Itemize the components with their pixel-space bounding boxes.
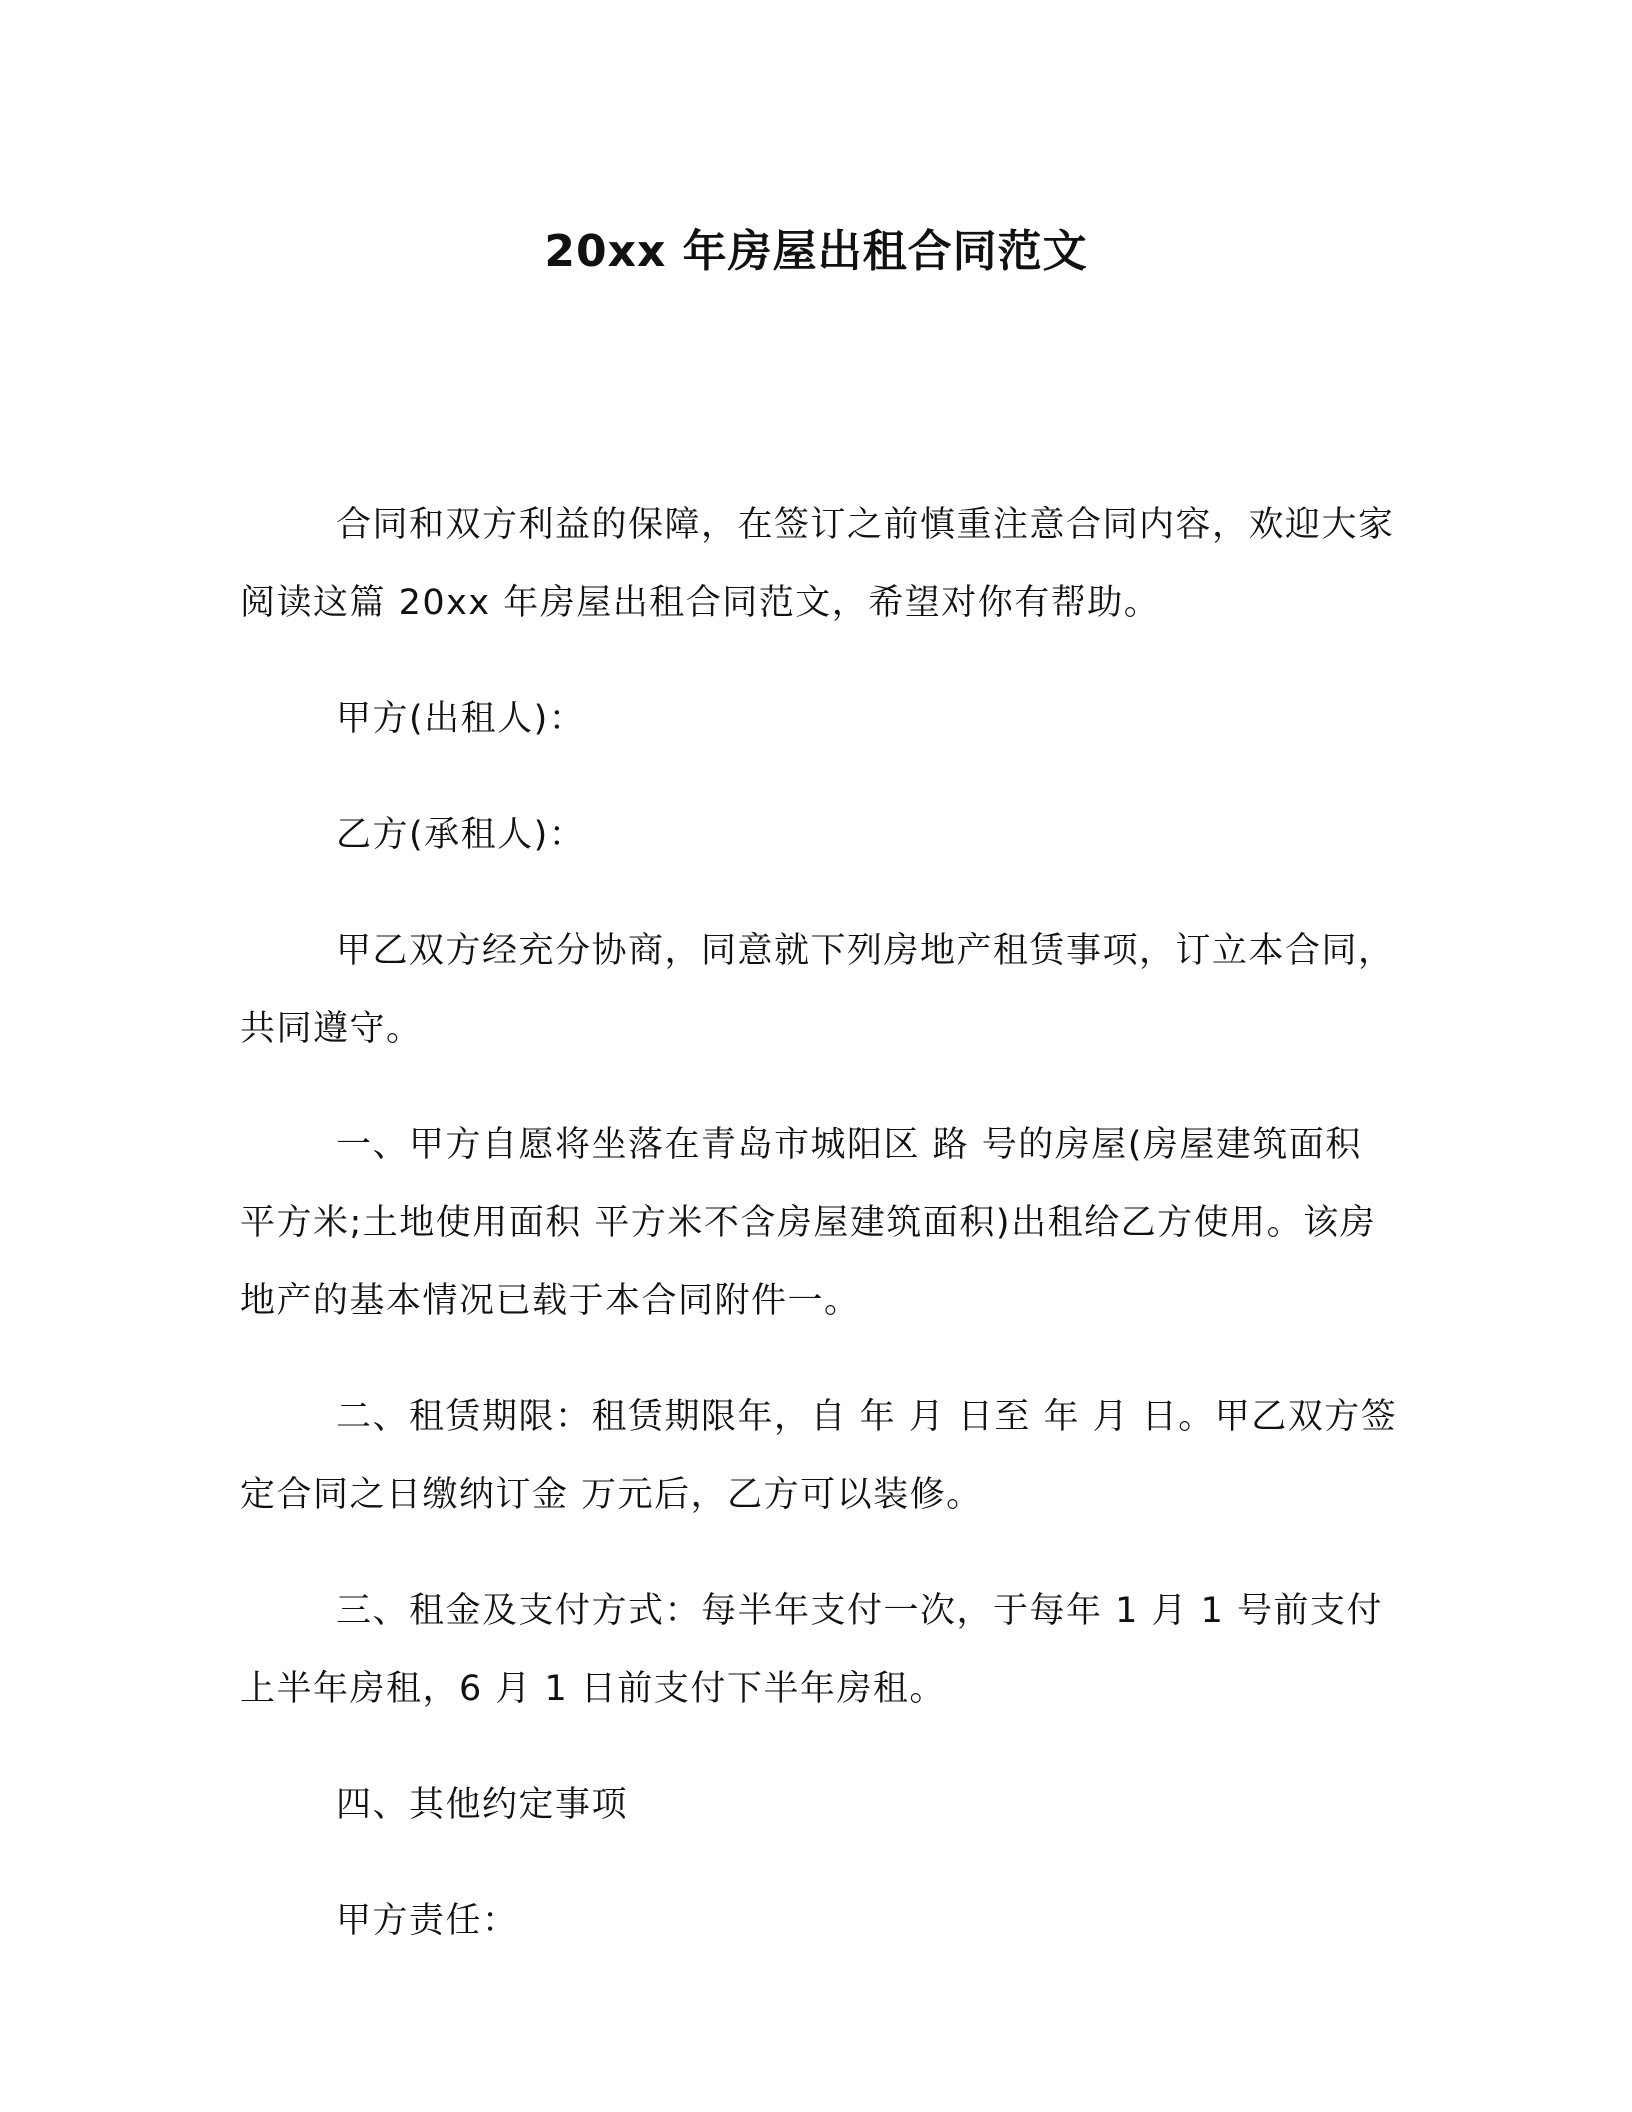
party-b-line: 乙方(承租人)： [336,815,586,855]
clause-4-heading: 四、其他约定事项 [336,1785,629,1825]
intro-paragraph: 合同和双方利益的保障，在签订之前慎重注意合同内容，欢迎大家阅读这篇 20xx 年房屋出租合同范文，希望对你有帮助。 [240,505,1395,623]
party-a-line: 甲方(出租人)： [336,699,586,739]
clause-3: 三、租金及支付方式：每半年支付一次，于每年 1 月 1 号前支付上半年房租，6 月 1 日前支付下半年房租。 [240,1591,1384,1709]
clause-1: 一、甲方自愿将坐落在青岛市城阳区 路 号的房屋(房屋建筑面积 平方米;土地使用面积 平方米不含房屋建筑面积)出租给乙方使用。该房地产的基本情况已载于本合同附件一。 [240,1125,1377,1321]
document-title: 20xx 年房屋出租合同范文 [544,226,1088,277]
agreement-paragraph: 甲乙双方经充分协商，同意就下列房地产租赁事项，订立本合同，共同遵守。 [240,931,1395,1049]
document-body [240,486,1400,1998]
party-a-duties-heading: 甲方责任： [336,1901,519,1941]
clause-2: 二、租赁期限：租赁期限年，自 年 月 日至 年 月 日。甲乙双方签定合同之日缴纳订金 万元后，乙方可以装修。 [240,1397,1398,1515]
